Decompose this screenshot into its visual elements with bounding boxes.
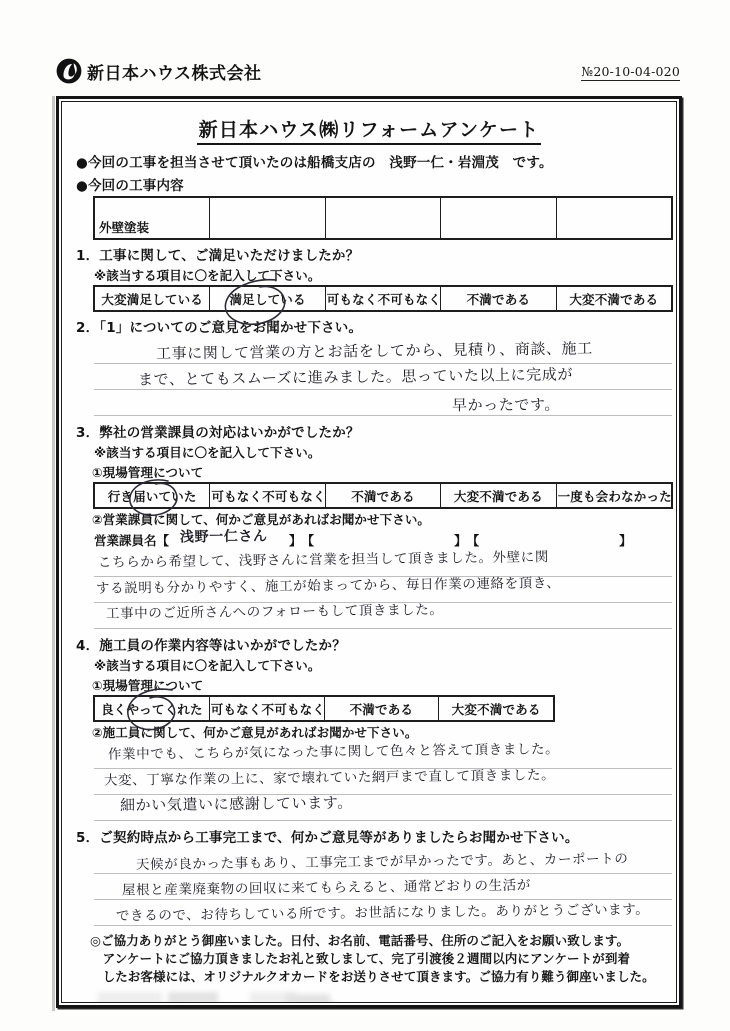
work-content-cell-5[interactable] (556, 198, 671, 239)
closing-line-2: アンケートにご協力頂きましたお礼と致しまして、完了引渡後２週間以内にアンケートが到着 (90, 951, 631, 967)
question-4-heading: 4．施工員の作業内容等はいかがでしたか？ (76, 638, 346, 654)
q1-option-0[interactable]: 大変満足している (95, 287, 210, 311)
question-5-heading: 5．ご契約時点から工事完工まで、何かご意見等がありましたらお聞かせ下さい。 (76, 830, 579, 846)
table-row (95, 198, 672, 239)
question-4-answer-area[interactable] (94, 743, 672, 821)
work-content-label: ●今回の工事内容 (76, 178, 184, 194)
question-4-answer-line-3: 細かい気遣いに感謝しています。 (119, 793, 353, 815)
question-3-sub1-label: ①現場管理について (92, 465, 204, 480)
question-2-answer-area[interactable] (94, 338, 672, 416)
question-4-choices (76, 696, 662, 721)
question-4-sub1-label: ①現場管理について (92, 678, 204, 693)
q3-option-3[interactable]: 大変不満である (441, 484, 556, 508)
bracket-close-2: 】 (454, 533, 467, 548)
question-5-answer-area[interactable] (94, 848, 672, 928)
page-edge-shadow (52, 96, 55, 1011)
question-1-heading: 1．工事に関して、ご満足いただけましたか？ (76, 248, 360, 264)
question-3-answer-line-2: する説明も分かりやすく、施工が始まってから、毎日作業の連絡を頂き、 (95, 575, 561, 597)
table-row (95, 697, 554, 721)
question-3-option-table (94, 483, 672, 508)
work-content-table (94, 197, 672, 239)
question-2-answer-line-3: 早かったです。 (451, 395, 561, 415)
question-4-option-table (94, 696, 554, 721)
question-1-option-table (94, 286, 672, 311)
q4-option-3[interactable]: 大変不満である (439, 697, 554, 721)
bracket-close-1: 】 (289, 533, 302, 548)
sales-staff-name-handwritten: 浅野一仁さん (179, 528, 268, 546)
question-4-note: ※該当する項目に〇を記入して下さい。 (94, 658, 321, 673)
rule-line (94, 390, 672, 416)
q1-option-3[interactable]: 不満である (441, 287, 556, 311)
q4-option-2[interactable]: 不満である (324, 697, 439, 721)
closing-line-3: したお客様には、オリジナルクオカードをお送りさせて頂きます。ご協力有り難う御座いました。 (90, 969, 655, 985)
work-content-cell-1[interactable]: 外壁塗装 (95, 198, 210, 239)
question-2-answer-line-1: 工事に関して営業の方とお話をしてから、見積り、商談、施工 (155, 339, 593, 363)
table-row (95, 287, 672, 311)
q3-option-0[interactable]: 行き届いていた (95, 484, 210, 508)
question-2-heading: 2．「1」についてのご意見をお聞かせ下さい。 (76, 320, 363, 336)
work-content-cell-4[interactable] (441, 198, 556, 239)
question-2-answer-line-2: まで、とてもスムーズに進みました。思っていた以上に完成が (137, 365, 574, 389)
closing-line-1: ◎ご協力ありがとう御座いました。日付、お名前、電話番号、住所のご記入をお願い致します。 (90, 933, 630, 948)
q3-option-4[interactable]: 一度も会わなかった (556, 484, 671, 508)
bracket-open-3: 【 (466, 533, 480, 548)
bracket-open-2: 【 (301, 533, 315, 548)
swoosh-logo-icon (56, 58, 82, 84)
question-3-answer-line-1: こちらから希望して、浅野さんに営業を担当して頂きました。外壁に関 (97, 549, 550, 571)
q4-option-1[interactable]: 可もなく不可もなく (209, 697, 324, 721)
sales-staff-name-label: 営業課員名 (94, 533, 157, 548)
question-3-heading: 3．弊社の営業課員の対応はいかがでしたか？ (76, 425, 360, 441)
bracket-open-1: 【 (156, 533, 170, 548)
work-content-cell-3[interactable] (325, 198, 440, 239)
question-3-answer-line-3: 工事中のご近所さんへのフォローもして頂きました。 (105, 601, 444, 623)
q3-option-1[interactable]: 可もなく不可もなく (210, 484, 325, 508)
question-1-choices (76, 286, 662, 311)
question-1-note: ※該当する項目に〇を記入して下さい。 (94, 268, 321, 283)
bracket-close-3: 】 (619, 533, 632, 548)
survey-form-frame (56, 96, 682, 1008)
question-3-choices (76, 483, 672, 508)
closing-note (90, 932, 677, 986)
question-3-answer-area[interactable] (94, 551, 672, 629)
q1-option-2[interactable]: 可もなく不可もなく (325, 287, 440, 311)
question-3-sub2-label: ②営業課員に関して、何かご意見があればお聞かせ下さい。 (92, 512, 431, 527)
intro-line: ●今回の工事を担当させて頂いたのは船橋支店の 浅野一仁・岩淵茂 です。 (76, 155, 553, 171)
question-5-answer-line-3: できるので、お待ちしている所です。お世話になりました。ありがとうございます。 (115, 901, 650, 925)
question-4-answer-line-1: 作業中でも、こちらが気になった事に関して色々と答えて頂きました。 (107, 741, 560, 763)
q4-option-0[interactable]: 良くやってくれた (95, 697, 210, 721)
question-3-note: ※該当する項目に〇を記入して下さい。 (94, 445, 321, 460)
document-number: №20-10-04-020 (581, 64, 680, 79)
company-name: 新日本ハウス株式会社 (87, 63, 262, 84)
question-4-sub2-label: ②施工員に関して、何かご意見があればお聞かせ下さい。 (92, 725, 418, 740)
redacted-personal-info-block (90, 992, 677, 1003)
question-5-answer-line-1: 天候が良かった事もあり、工事完工までが早かったです。あと、カーポートの (135, 850, 629, 874)
q1-option-4[interactable]: 大変不満である (556, 287, 671, 311)
q3-option-2[interactable]: 不満である (325, 484, 440, 508)
page-title (76, 115, 662, 142)
q1-option-1[interactable]: 満足している (210, 287, 325, 311)
question-5-answer-line-2: 屋根と産業廃棄物の回収に来てもらえると、通常どおりの生活が (121, 877, 531, 899)
sales-staff-name-row (94, 528, 662, 551)
survey-form-body (61, 101, 677, 1003)
question-4-answer-line-2: 大変、丁寧な作業の上に、家で壊れていた網戸まで直して頂きました。 (103, 767, 556, 789)
table-row (95, 484, 672, 508)
page-title-text: 新日本ハウス㈱リフォームアンケート (197, 119, 542, 145)
work-content-cell-2[interactable] (210, 198, 325, 239)
letterhead (56, 58, 682, 92)
